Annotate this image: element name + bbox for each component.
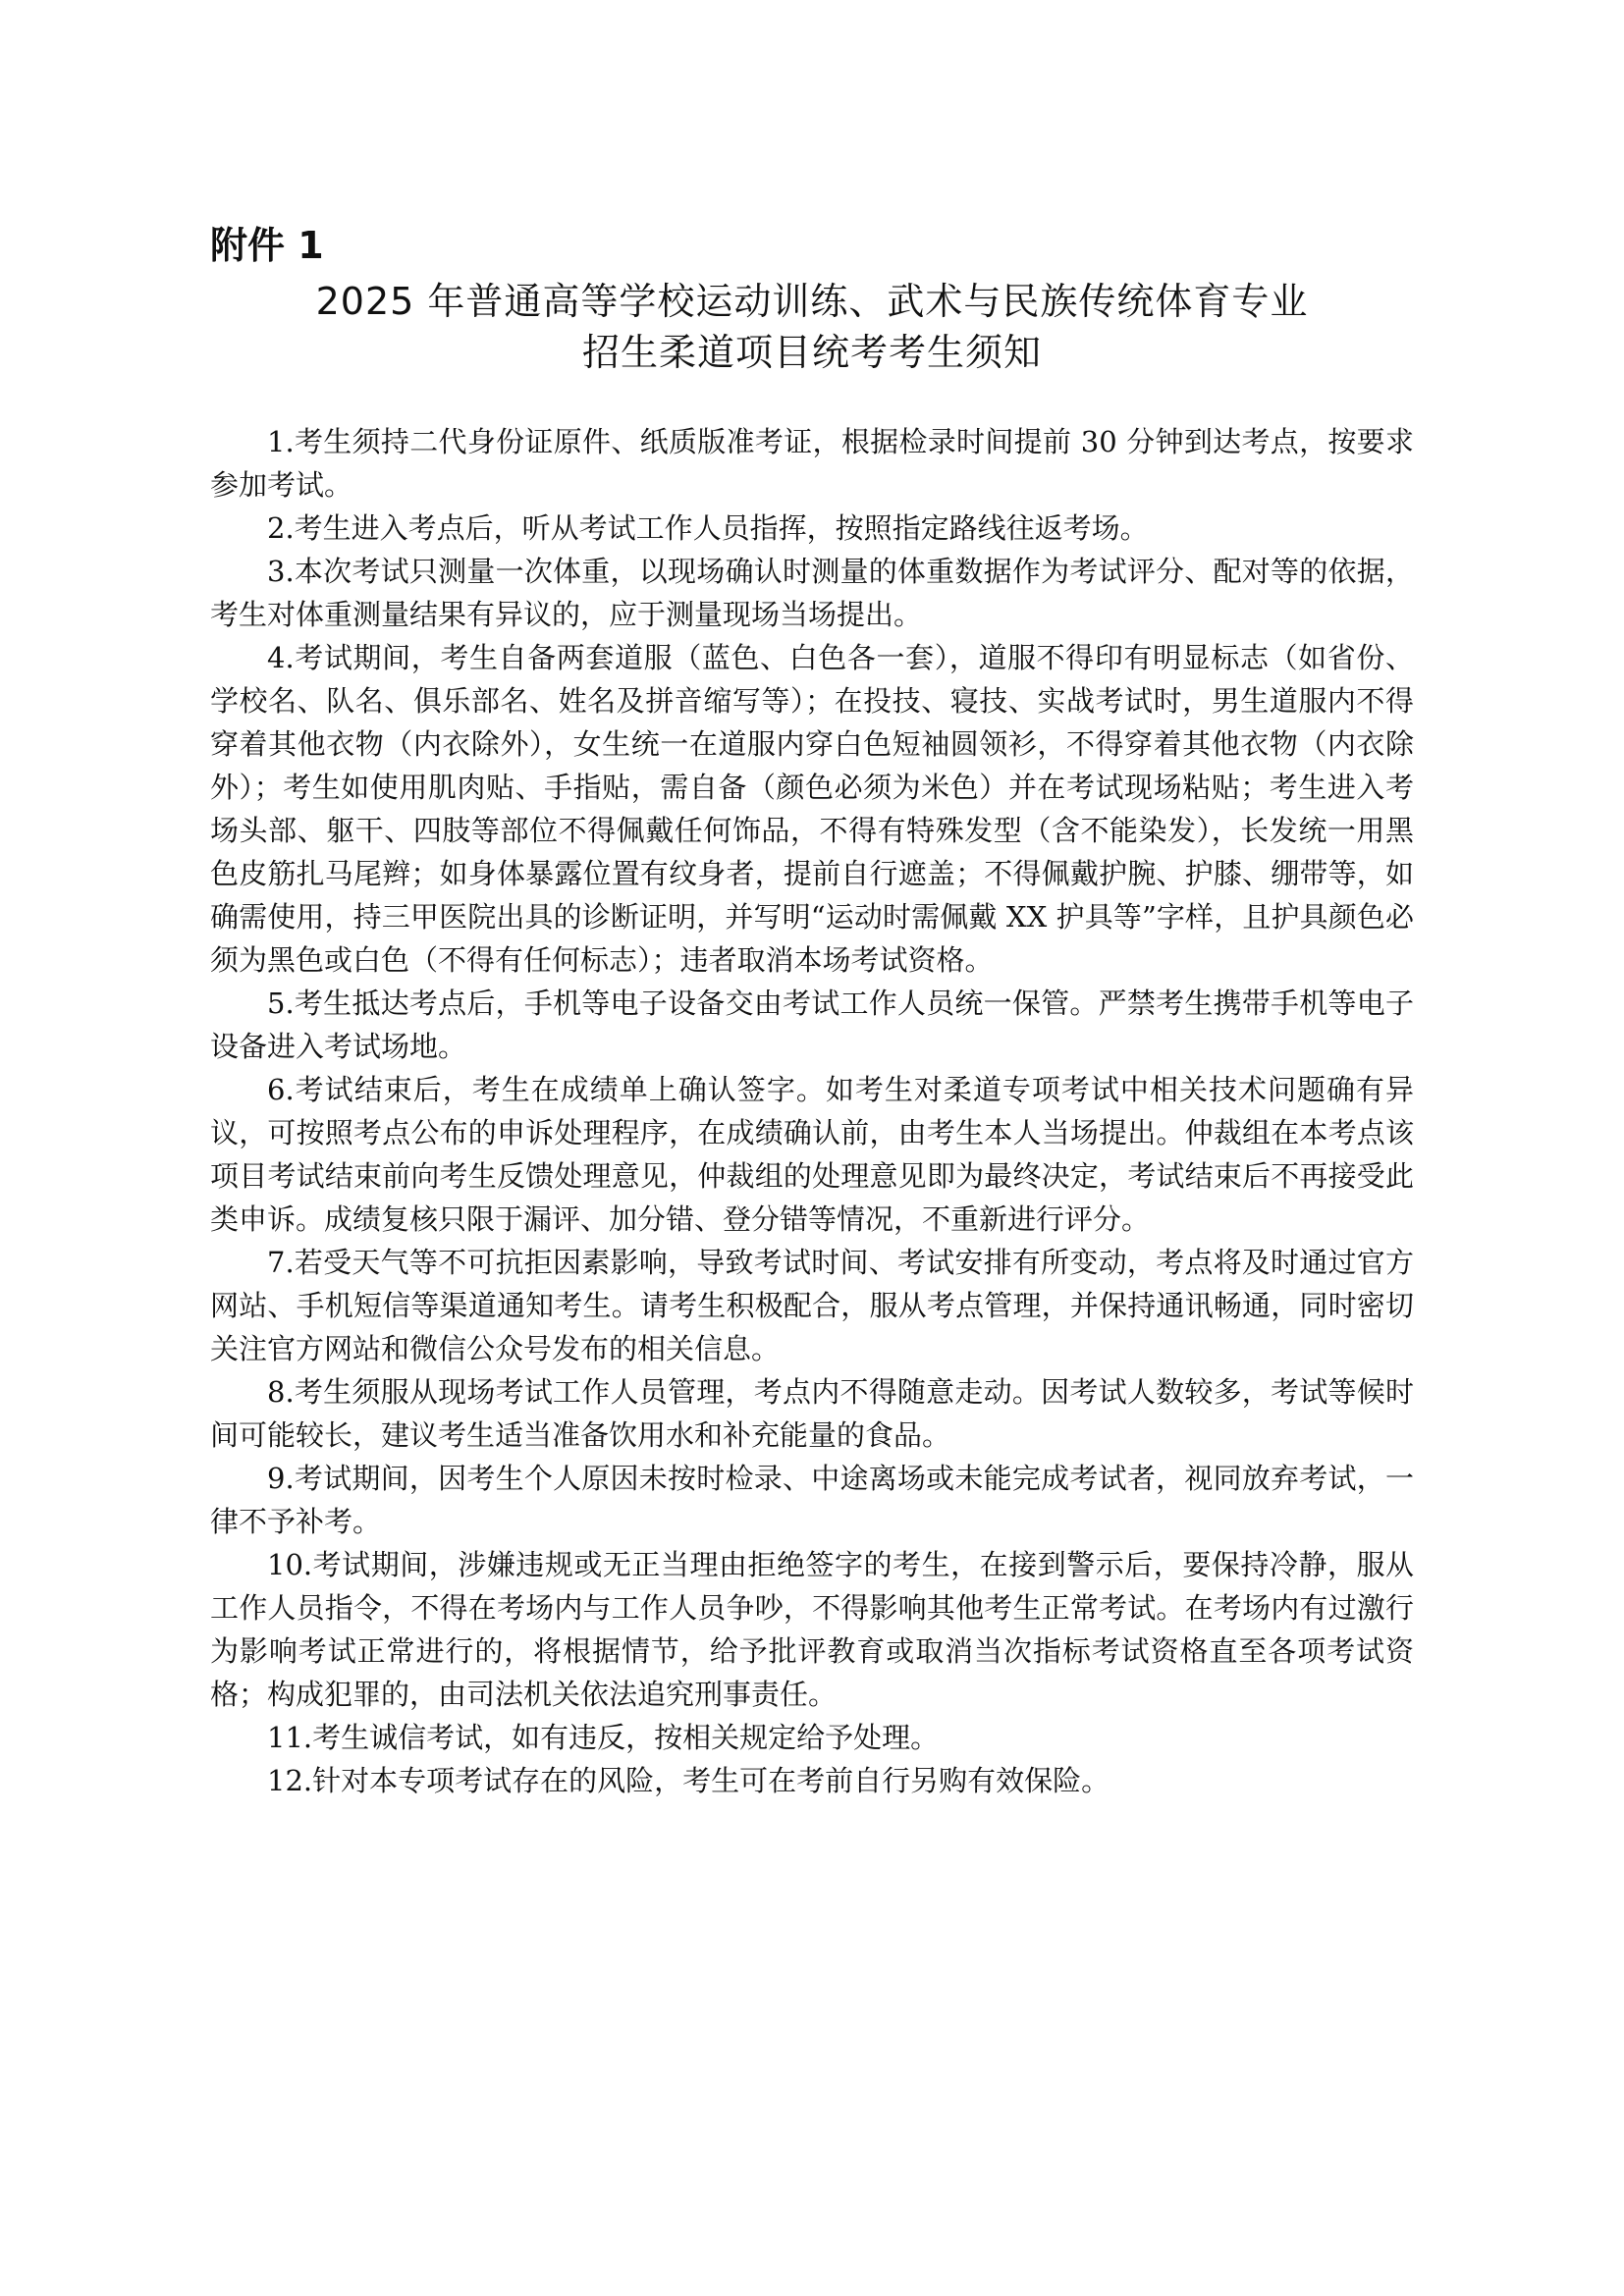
rule-3: 3.本次考试只测量一次体重，以现场确认时测量的体重数据作为考试评分、配对等的依据，考生对体重测量结果有异议的，应于测量现场当场提出。 [210, 555, 1414, 631]
rule-12: 12.针对本专项考试存在的风险，考生可在考前自行另购有效保险。 [267, 1764, 1110, 1797]
rule-4: 4.考试期间，考生自备两套道服（蓝色、白色各一套），道服不得印有明显标志（如省份、学校名、队名、俱乐部名、姓名及拼音缩写等）；在投技、寝技、实战考试时，男生道服内不得穿着其他衣物（内衣除外），女生统一在道服内穿白色短袖圆领衫，不得穿着其他衣物（内衣除外）；考生如使用肌肉贴、手指贴，需自备（颜色必须为米色）并在考试现场粘贴；考生进入考场头部、躯干、四肢等部位不得佩戴任何饰品，不得有特殊发型（含不能染发），长发统一用黑色皮筋扎马尾辫；如身体暴露位置有纹身者，提前自行遮盖；不得佩戴护腕、护膝、绷带等，如确需使用，持三甲医院出具的诊断证明，并写明“运动时需佩戴 XX 护具等”字样，且护具颜色必须为黑色或白色（不得有任何标志）；违者取消本场考试资格。 [210, 641, 1414, 977]
rule-11: 11.考生诚信考试，如有违反，按相关规定给予处理。 [267, 1721, 940, 1754]
rule-10: 10.考试期间，涉嫌违规或无正当理由拒绝签字的考生，在接到警示后，要保持冷静，服从工作人员指令，不得在考场内与工作人员争吵，不得影响其他考生正常考试。在考场内有过激行为影响考试正常进行的，将根据情节，给予批评教育或取消当次指标考试资格直至各项考试资格；构成犯罪的，由司法机关依法追究刑事责任。 [210, 1548, 1414, 1711]
rule-9: 9.考试期间，因考生个人原因未按时检录、中途离场或未能完成考试者，视同放弃考试，一律不予补考。 [210, 1462, 1414, 1538]
rule-6: 6.考试结束后，考生在成绩单上确认签字。如考生对柔道专项考试中相关技术问题确有异议，可按照考点公布的申诉处理程序，在成绩确认前，由考生本人当场提出。仲裁组在本考点该项目考试结束前向考生反馈处理意见，仲裁组的处理意见即为最终决定，考试结束后不再接受此类申诉。成绩复核只限于漏评、加分错、登分错等情况，不重新进行评分。 [210, 1073, 1414, 1236]
document-title-line-2: 招生柔道项目统考考生须知 [581, 331, 1042, 374]
attachment-label: 附件 1 [210, 224, 324, 267]
rules-list [210, 420, 1414, 1802]
rule-7: 7.若受天气等不可抗拒因素影响，导致考试时间、考试安排有所变动，考点将及时通过官方网站、手机短信等渠道通知考生。请考生积极配合，服从考点管理，并保持通讯畅通，同时密切关注官方网站和微信公众号发布的相关信息。 [210, 1246, 1414, 1365]
rule-1: 1.考生须持二代身份证原件、纸质版准考证，根据检录时间提前 30 分钟到达考点，按要求参加考试。 [210, 425, 1414, 502]
rule-2: 2.考生进入考点后，听从考试工作人员指挥，按照指定路线往返考场。 [267, 511, 1149, 545]
rule-5: 5.考生抵达考点后，手机等电子设备交由考试工作人员统一保管。严禁考生携带手机等电子设备进入考试场地。 [210, 987, 1414, 1063]
rule-8: 8.考生须服从现场考试工作人员管理，考点内不得随意走动。因考试人数较多，考试等候时间可能较长，建议考生适当准备饮用水和补充能量的食品。 [210, 1375, 1414, 1452]
document-title-line-1: 2025 年普通高等学校运动训练、武术与民族传统体育专业 [315, 280, 1309, 323]
